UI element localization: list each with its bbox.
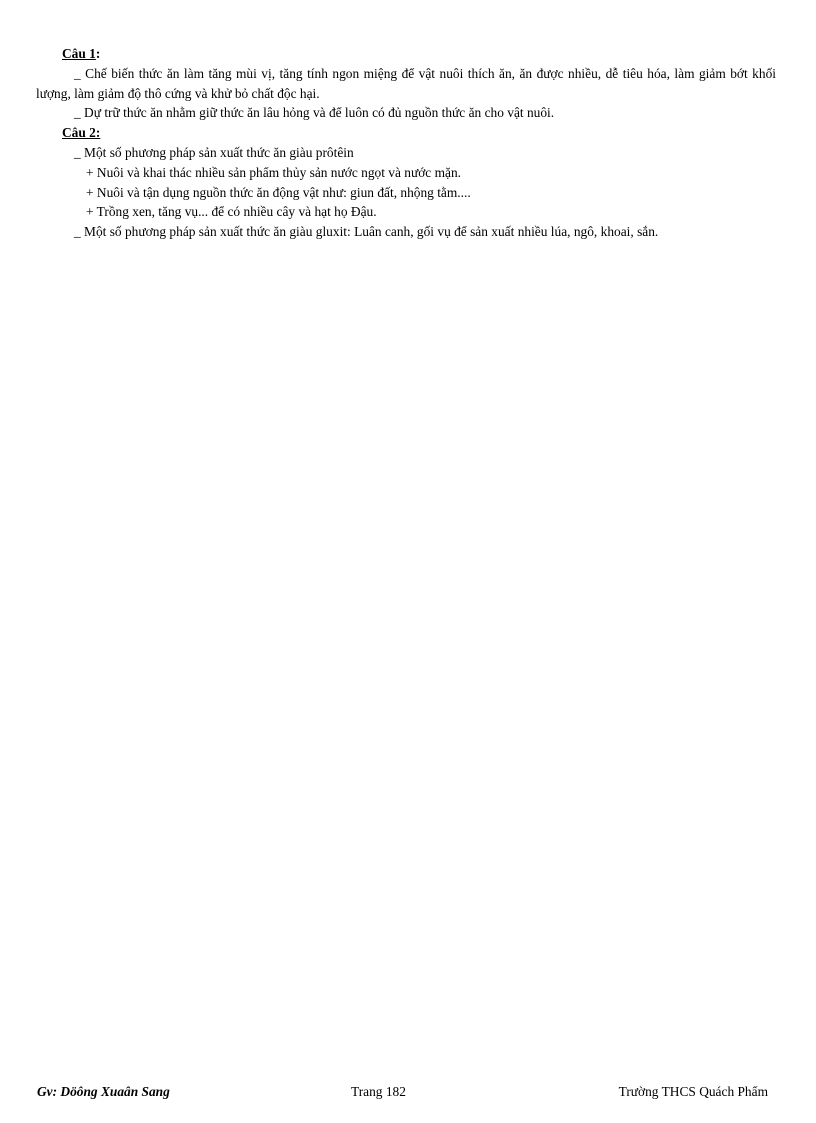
answer-1-processing-paragraph: _ Chế biến thức ăn làm tăng mùi vị, tăng tính ngon miệng để vật nuôi thích ăn, ăn được nhiều, dễ tiêu hóa, làm giảm bớt khối lượng, làm giảm độ thô cứng và khử bỏ chất độc hại. — [36, 65, 776, 101]
footer-teacher: Gv: Döông Xuaân Sang — [37, 1084, 170, 1099]
question-1-label: Câu 1 — [62, 46, 96, 61]
protein-methods-line: _ Một số phương pháp sản xuất thức ăn giàu prôtêin — [74, 144, 354, 160]
question-2-label: Câu 2: — [62, 125, 101, 141]
footer-page-number: Trang 182 — [351, 1084, 406, 1099]
question-1-heading — [62, 44, 776, 64]
list-item: + Nuôi và tận dụng nguồn thức ăn động vật như: giun đất, nhộng tằm.... — [86, 184, 471, 200]
list-item: + Nuôi và khai thác nhiều sản phẩm thủy sản nước ngọt và nước mặn. — [86, 164, 462, 180]
question-1-colon: : — [95, 46, 101, 61]
page-footer — [0, 1084, 816, 1104]
gluxit-methods-paragraph: _ Một số phương pháp sản xuất thức ăn giàu gluxit: Luân canh, gối vụ để sản xuất nhiều lúa, ngô, khoai, sắn. — [74, 224, 659, 240]
document-body — [36, 44, 776, 242]
list-item: + Trồng xen, tăng vụ... để có nhiều cây và hạt họ Đậu. — [86, 204, 377, 220]
footer-school: Trường THCS Quách Phẩm — [618, 1084, 768, 1099]
answer-1-storage-paragraph: _ Dự trữ thức ăn nhằm giữ thức ăn lâu hỏng và để luôn có đủ nguồn thức ăn cho vật nuôi. — [74, 105, 555, 121]
question-2-heading — [62, 123, 776, 143]
